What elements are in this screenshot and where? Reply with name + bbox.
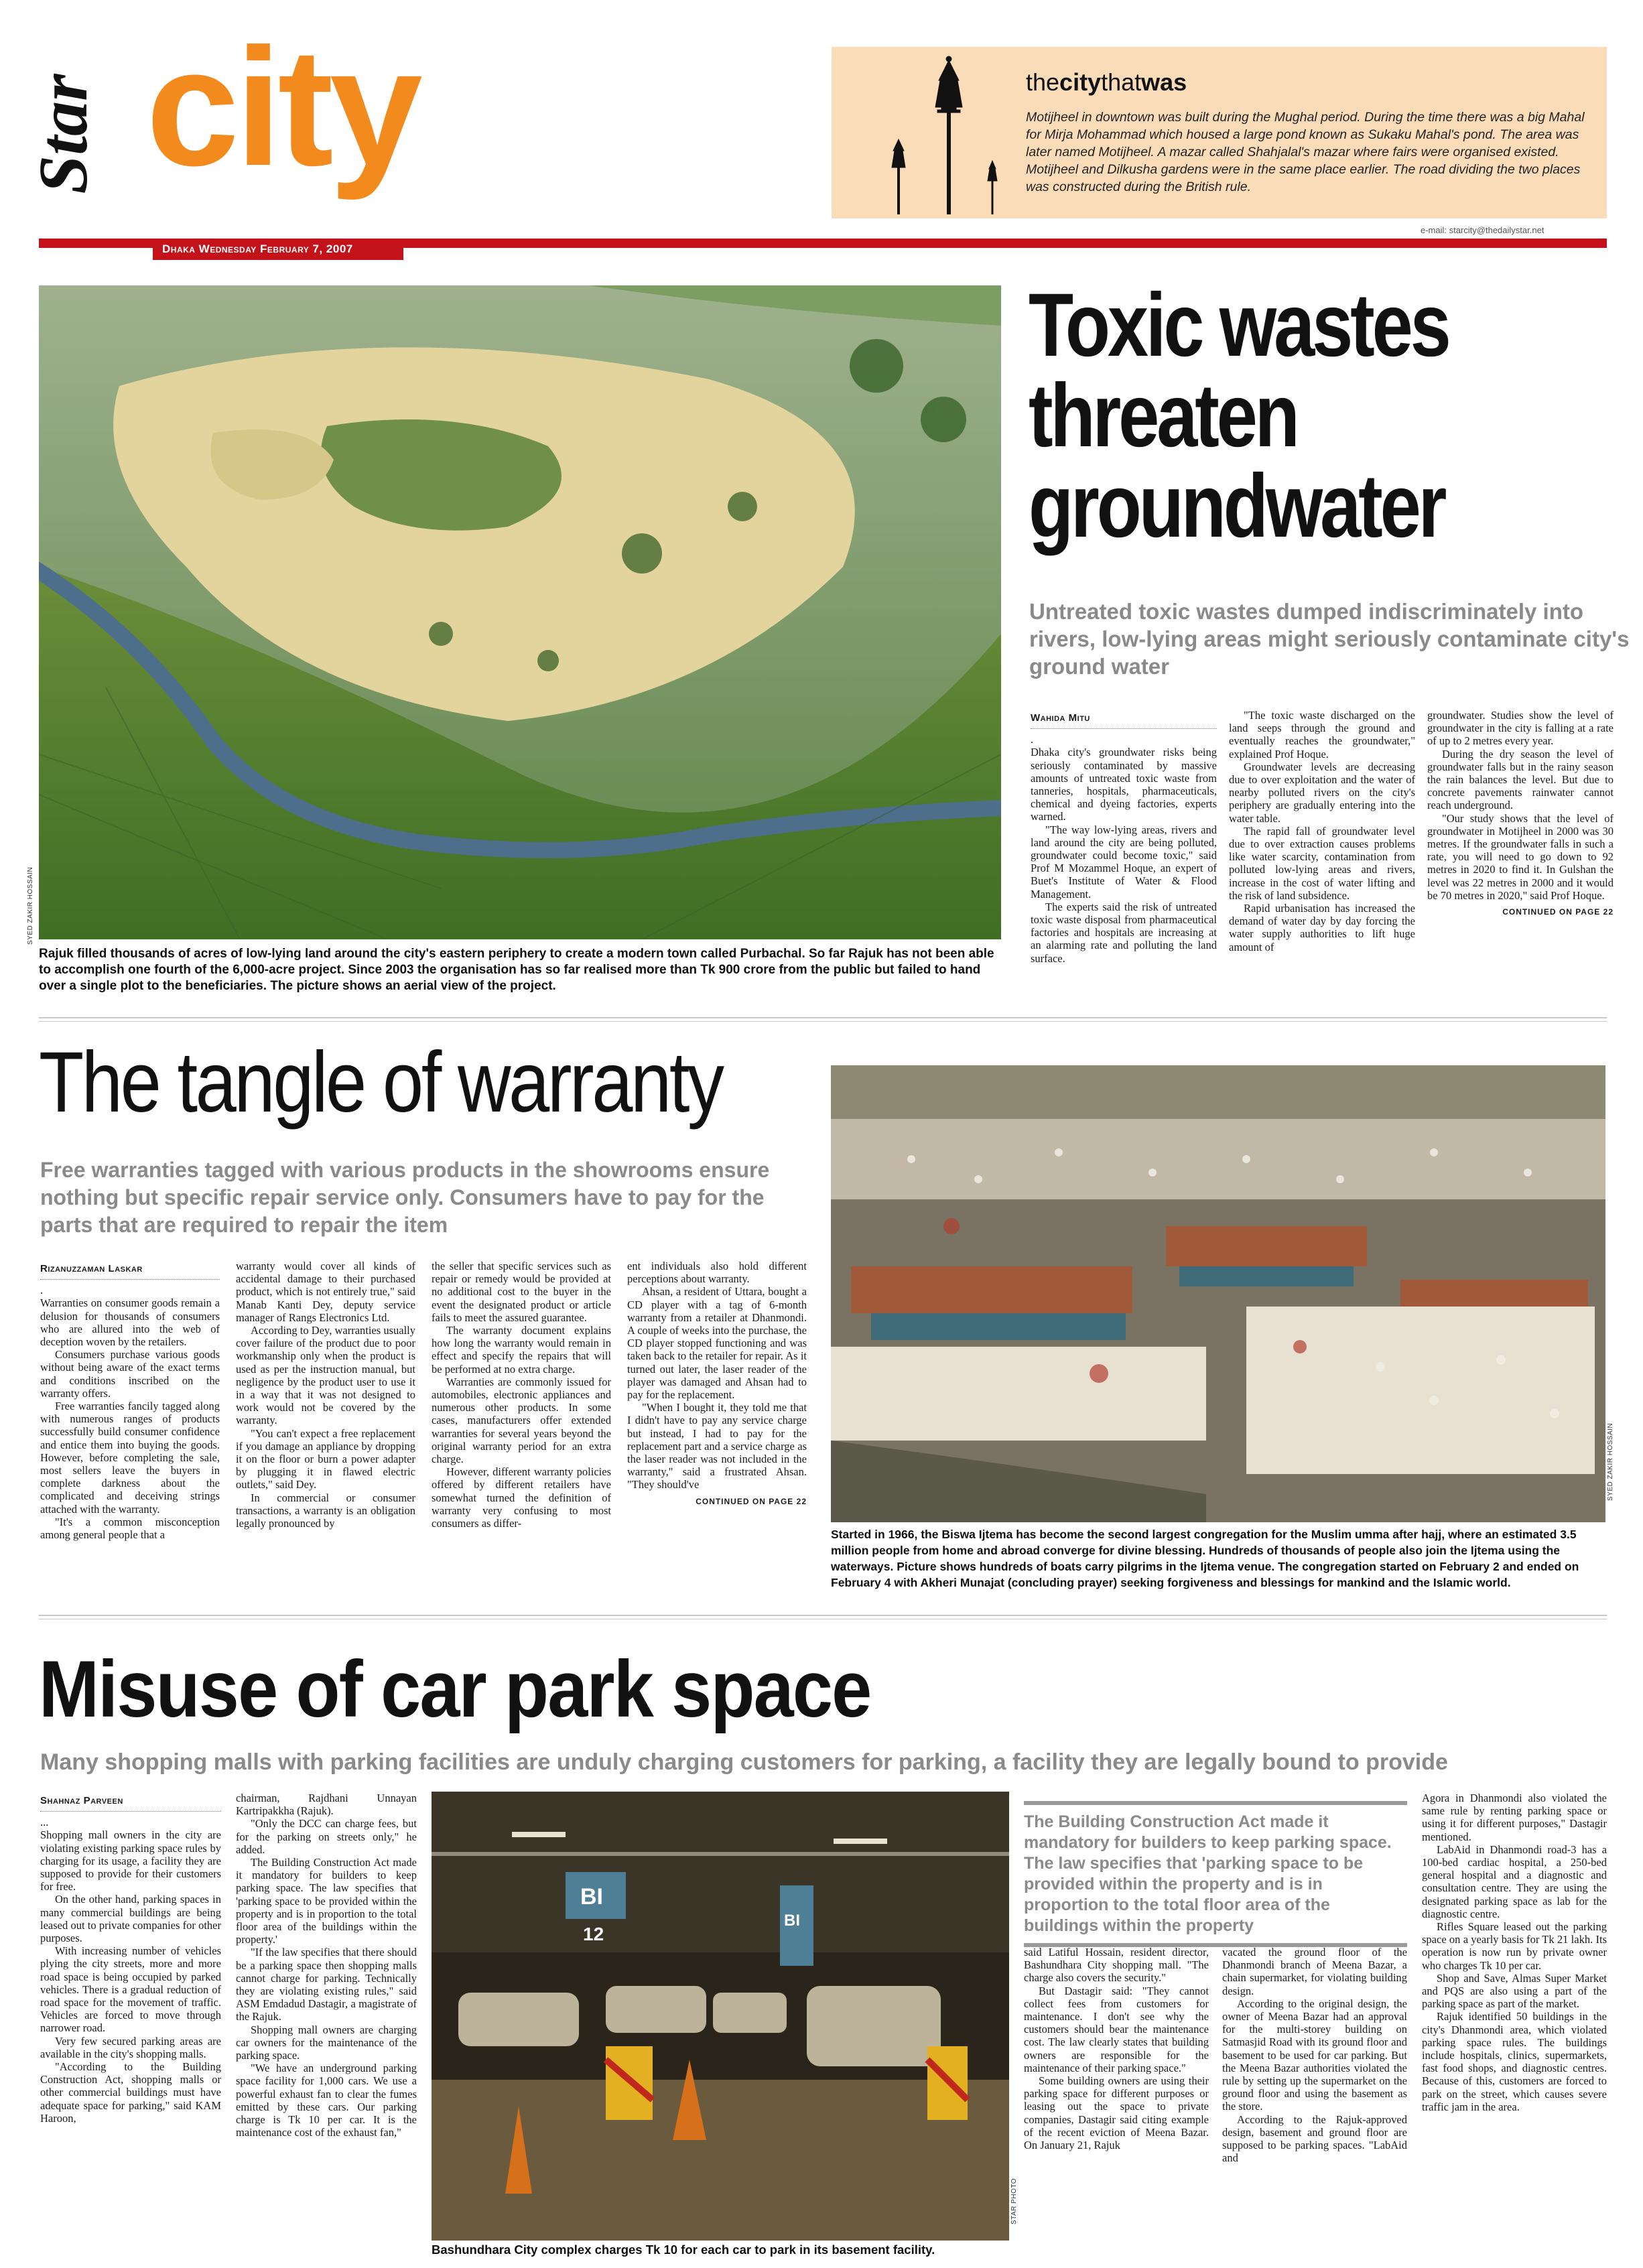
continued-page-22: CONTINUED ON PAGE 22: [1502, 907, 1614, 917]
section-divider-1b: [39, 1021, 1607, 1022]
paragraph: The experts said the risk of untreated toxic waste disposal from pharmaceutical factories and hospitals are increasing at an alarming rate and polluting the land surface.: [1031, 900, 1217, 965]
paragraph: According to Dey, warranties usually cover failure of the product due to poor workmanship only when the product is used as per the instruction manual, but negligence by the product user to use it in a way that it was not designed to work would not be covered by the warranty.: [236, 1324, 415, 1427]
paragraph: LabAid in Dhanmondi road-3 has a 100-bed cardiac hospital, a 250-bed general hospital and a diagnostic and consultation centre. They are using the designated parking space as lab for the diagnostic centre.: [1422, 1843, 1607, 1920]
paragraph: "The toxic waste discharged on the land seeps through the ground and eventually reaches the groundwater," explained Prof Hoque.: [1229, 709, 1415, 760]
ijtema-boats-photo: [831, 1065, 1605, 1522]
sign-12: 12: [583, 1924, 604, 1944]
story2-column-2: [236, 1260, 415, 1530]
paragraph: ...: [40, 1816, 49, 1829]
paragraph: "Only the DCC can charge fees, but for the parking on streets only," he added.: [236, 1817, 417, 1856]
headline-line-2: threaten: [1029, 366, 1297, 466]
photo-caption-3: Bashundhara City complex charges Tk 10 for each car to park in its basement facility.: [432, 2243, 935, 2257]
masthead: [0, 0, 1643, 268]
pull-quote: [1024, 1801, 1407, 1947]
byline-wahida-mitu: Wahida Mitu: [1031, 712, 1217, 729]
story3-column-2: [236, 1792, 417, 2139]
photo-credit-1: SYED ZAKIR HOSSAIN: [27, 866, 34, 945]
headline-line-3: groundwater: [1029, 456, 1445, 556]
street-lamps-illustration: [872, 54, 1026, 214]
title-that: that: [1101, 68, 1142, 96]
paragraph: "Our study shows that the level of groundwater in Motijheel in 2000 was 30 metres. If the groundwater falls in such a rate, you will need to go down to 92 metres in 2020 to find it. In Gulshan the level was 22 metres in 2000 and it would be 70 metres in 2020," said Prof Hoque.: [1427, 811, 1614, 902]
paragraph: "We have an underground parking space facility for 1,000 cars. We use a powerful exhaust fan to clear the fumes emitted by these cars. Our parking charge is Tk 10 per car. It is the maintenance cost of the exhaust fan,": [236, 2062, 417, 2139]
paragraph: Very few secured parking areas are available in the city's shopping malls.: [40, 2034, 221, 2060]
paragraph: Ahsan, a resident of Uttara, bought a CD player with a tag of 6-month warranty from a retailer at Dhanmondi. A couple of weeks into the purchase, the CD player stopped functioning and was taken back to the retailer for repair. As it turned out later, the laser reader of the player was damaged and Ahsan had to pay for the replacement.: [627, 1285, 807, 1402]
paragraph: ent individuals also hold different perceptions about warranty.: [627, 1260, 807, 1286]
city-that-was-text: Motijheel in downtown was built during the Mughal period. During the time there was a big Mahal for Mirja Mohammad which housed a large pond known as Sukaku Mahal's pond. The area was later named Motijheel. A mazar called Shahjalal's mazar where fairs were organised existed. Motijheel and Dilkusha gardens were in the same place earlier. The road dividing the two places was constructed during the British rule.: [1026, 110, 1585, 194]
subhead-warranty: Free warranties tagged with various products in the showrooms ensure nothing but specific repair service only. Consumers have to pay for the parts that are required to repair the item: [40, 1158, 770, 1237]
aerial-photo-purbachal: [39, 285, 1001, 939]
star-logo: Star: [25, 74, 102, 194]
paragraph: According to the Rajuk-approved design, basement and ground floor are supposed to be parking spaces. "LabAid and: [1222, 2113, 1407, 2165]
dateline: Dhaka Wednesday February 7, 2007: [162, 243, 353, 255]
parking-basement-photo: [432, 1792, 1009, 2241]
paragraph: Free warranties fancily tagged along with numerous ranges of products successfully build consumer confidence and entice them into buying the goods. However, before completing the sale, most sellers leave the buyers in complete darkness about the complicated and deceiving strings attached with the warranty.: [40, 1400, 220, 1516]
continued-page-22: CONTINUED ON PAGE 22: [696, 1496, 807, 1506]
title-the: the: [1026, 68, 1060, 96]
story3-column-1: [40, 1794, 221, 2125]
paragraph: warranty would cover all kinds of accidental damage to their purchased product, which is not entirely true," said Manab Kanti Dey, deputy service manager of Rangs Electronics Ltd.: [236, 1260, 415, 1324]
paragraph: "If the law specifies that there should be a parking space then shopping malls cannot charge for parking. Technically they are violating existing rules," said ASM Emdadud Dastagir, a magistrate of the Rajuk.: [236, 1946, 417, 2023]
paragraph: Shopping mall owners are charging car owners for the maintenance of the parking space.: [236, 2023, 417, 2062]
sign-b1-right: BI: [784, 1912, 800, 1930]
photo-caption-2: Started in 1966, the Biswa Ijtema has become the second largest congregation for the Muslim umma after hajj, where an estimated 3.5 million people from home and abroad converge for divine blessing. Hundreds of thousands of people also join the Ijtema using the waterways. Picture shows hundreds of boats carry pilgrims in the Ijtema venue. The congregation started on February 2 and ended on February 4 with Akheri Munajat (concluding prayer) seeking forgiveness and blessings for mankind and the Islamic world.: [831, 1528, 1579, 1589]
dateline-box: [153, 239, 403, 260]
headline-warranty: The tangle of warranty: [39, 1035, 722, 1130]
paragraph: groundwater. Studies show the level of groundwater in the city is falling at a rate of up to 2 metres every year.: [1427, 709, 1614, 748]
paragraph: "According to the Building Construction Act, shopping malls or other commercial buildings must have adequate space for parking," said KAM Haroon,: [40, 2060, 221, 2125]
byline-shahnaz: Shahnaz Parveen: [40, 1794, 221, 1812]
sign-b1-left: BI: [580, 1884, 603, 1910]
byline-rizanuzzaman: Rizanuzzaman Laskar: [40, 1262, 220, 1280]
city-that-was-title: [1026, 68, 1187, 96]
paragraph: Rajuk identified 50 buildings in the city's Dhanmondi area, which violated parking space rules. The buildings include hospitals, clinics, supermarkets, fast food shops, and diagnostic centres. Because of this, customers are forced to park on the street, which causes severe traffic jam in the area.: [1422, 2010, 1607, 2113]
paragraph: .: [1031, 733, 1034, 746]
headline-line-1: Toxic wastes: [1029, 275, 1449, 375]
section-divider-2: [39, 1615, 1607, 1616]
paragraph: Some building owners are using their parking space for different purposes or leasing out the space to private companies, Dastagir said citing example of the recent eviction of Meena Bazar. On January 21, Rajuk: [1024, 2074, 1209, 2152]
story1-column-1: [1031, 712, 1217, 965]
paragraph: said Latiful Hossain, resident director, Bashundhara City shopping mall. "The charge also covers the security.": [1024, 1946, 1209, 1985]
paragraph: the seller that specific services such as repair or remedy would be provided at no additional cost to the buyer in the event the designated product or article fails to meet the assured guarantee.: [432, 1260, 611, 1324]
paragraph: Agora in Dhanmondi also violated the same rule by renting parking space or using it for different purposes," Dastagir mentioned.: [1422, 1792, 1607, 1843]
subhead-toxic: Untreated toxic wastes dumped indiscriminately into rivers, low-lying areas might seriously contaminate city's ground water: [1029, 599, 1630, 679]
story3-column-3: [1024, 1946, 1209, 2151]
paragraph: Rifles Square leased out the parking space on a yearly basis for Tk 21 lakh. Its operation is now run by private owner who charges Tk 10 per car.: [1422, 1920, 1607, 1972]
paragraph: Dhaka city's groundwater risks being seriously contaminated by massive amounts of untreated toxic waste from tanneries, hospitals, pharmaceuticals, chemical and dyeing factories, experts warned.: [1031, 746, 1217, 823]
city-logo: city: [146, 13, 419, 200]
story3-column-4: [1222, 1946, 1407, 2164]
paragraph: Warranties are commonly issued for automobiles, electronic appliances and numerous other products. In some cases, manufacturers offer extended warranties for several years beyond the original warranty period for an extra charge.: [432, 1375, 611, 1466]
paragraph: chairman, Rajdhani Unnayan Kartripakkha (Rajuk).: [236, 1792, 417, 1818]
paragraph: "It's a common misconception among general people that a: [40, 1515, 220, 1542]
paragraph: Warranties on consumer goods remain a delusion for thousands of consumers who are allured into the web of deception woven by the retailers.: [40, 1296, 220, 1349]
paragraph: But Dastagir said: "They cannot collect fees from customers for maintenance. I don't see why the customers should bear the maintenance cost. The law clearly states that building owners are responsible for the maintenance of their parking space.": [1024, 1984, 1209, 2074]
paragraph: In commercial or consumer transactions, a warranty is an obligation legally pronounced by: [236, 1491, 415, 1530]
story1-column-3: [1427, 709, 1614, 919]
paragraph: During the dry season the level of groundwater falls but in the rainy season the rain balances the level. But due to concrete pavements rainwater cannot reach underground.: [1427, 747, 1614, 812]
contact-email: e-mail: starcity@thedailystar.net: [1421, 225, 1545, 235]
paragraph: The Building Construction Act made it mandatory for builders to keep parking space. The law specifies that 'parking space to be provided within the property and is in proportion to the total floor area of the buildings within the property.': [236, 1856, 417, 1946]
city-that-was-panel: [832, 47, 1607, 218]
story2-column-3: [432, 1260, 611, 1530]
paragraph: .: [40, 1284, 44, 1297]
paragraph: "You can't expect a free replacement if you damage an appliance by dropping it on the floor or burn a power adapter by plugging it in flawed electric outlets," said Dey.: [236, 1426, 415, 1491]
paragraph: "The way low-lying areas, rivers and land around the city are being polluted, groundwater could become toxic," said Prof M Mozammel Hoque, an expert of Buet's Institute of Water & Flood Management.: [1031, 823, 1217, 900]
photo-credit-2: SYED ZAKIR HOSSAIN: [1607, 1422, 1614, 1501]
story2-column-4: [627, 1260, 807, 1508]
story2-column-1: [40, 1262, 220, 1541]
story-car-park: [0, 1628, 1643, 2268]
paragraph: Shopping mall owners in the city are violating existing parking space rules by charging for its usage, a facility they are supposed to provide for their customers for free.: [40, 1828, 221, 1893]
paragraph: The rapid fall of groundwater level due to over extraction causes problems like water scarcity, contamination from polluted low-lying areas and rivers, increase in the cost of water lifting and the risk of land subsidence.: [1229, 824, 1415, 902]
paragraph: The warranty document explains how long the warranty would remain in effect and specify the repairs that will be performed at no extra charge.: [432, 1324, 611, 1376]
paragraph: Shop and Save, Almas Super Market and PQS are also using a part of the parking space as part of the market.: [1422, 1971, 1607, 2011]
section-divider-1: [39, 1017, 1607, 1018]
title-city: city: [1059, 68, 1102, 96]
headline-car-park: Misuse of car park space: [39, 1644, 871, 1734]
story-toxic-wastes: [0, 275, 1643, 1005]
paragraph: "When I bought it, they told me that I didn't have to pay any service charge but instead, I had to pay for the replacement part and a service charge as the laser reader was not included in the warranty," said a frustrated Ahsan. "They should've: [627, 1401, 807, 1491]
photo-caption-1: Rajuk filled thousands of acres of low-lying land around the city's eastern periphery to create a modern town called Purbachal. So far Rajuk has not been able to accomplish one fourth of the 6,000-acre project. Since 2003 the organisation has so far realised more than Tk 900 crore from the public but failed to hand over a single plot to the beneficiaries. The picture shows an aerial view of the project.: [39, 947, 994, 993]
title-was: was: [1141, 68, 1187, 96]
paragraph: vacated the ground floor of the Dhanmondi branch of Meena Bazar, a chain supermarket, for violating building design.: [1222, 1946, 1407, 1997]
story-warranty: [0, 1032, 1643, 1635]
paragraph: Groundwater levels are decreasing due to over exploitation and the water of nearby polluted rivers on the city's periphery are gradually entering into the water table.: [1229, 760, 1415, 825]
story1-column-2: [1229, 709, 1415, 953]
paragraph: On the other hand, parking spaces in many commercial buildings are being leased out to private companies for other purposes.: [40, 1893, 221, 1945]
paragraph: However, different warranty policies offered by different retailers have somewhat turned the definition of warranty very confusing to most consumers as differ-: [432, 1465, 611, 1530]
paragraph: Rapid urbanisation has increased the demand of water day by day forcing the water supply authorities to lift huge amount of: [1229, 902, 1415, 953]
paragraph: Consumers purchase various goods without being aware of the exact terms and conditions inscribed on the warranty offers.: [40, 1348, 220, 1400]
subhead-car-park: Many shopping malls with parking facilities are unduly charging customers for parking, a facility they are legally bound to provide: [40, 1749, 1448, 1775]
story3-column-5: [1422, 1792, 1607, 2113]
paragraph: According to the original design, the owner of Meena Bazar had an approval for the multi-storey building on Satmasjid Road with its ground floor and basement to be used for car parking. But the Meena Bazar authorities violated the rule by setting up the supermarket on the ground floor and using the basement as the store.: [1222, 1997, 1407, 2113]
headline-toxic: [1029, 275, 1449, 556]
pull-quote-text: The Building Construction Act made it mandatory for builders to keep parking space. The law specifies that 'parking space to be provided within the property and is in proportion to the total floor area of the buildings within the property: [1024, 1812, 1392, 1935]
photo-credit-3: STAR PHOTO: [1010, 2178, 1018, 2224]
paragraph: With increasing number of vehicles plying the city streets, more and more road space is being occupied by parked vehicles. There is a gradual reduction of road space for the movement of traffic. Vehicles are forced to move through narrower road.: [40, 1944, 221, 2035]
